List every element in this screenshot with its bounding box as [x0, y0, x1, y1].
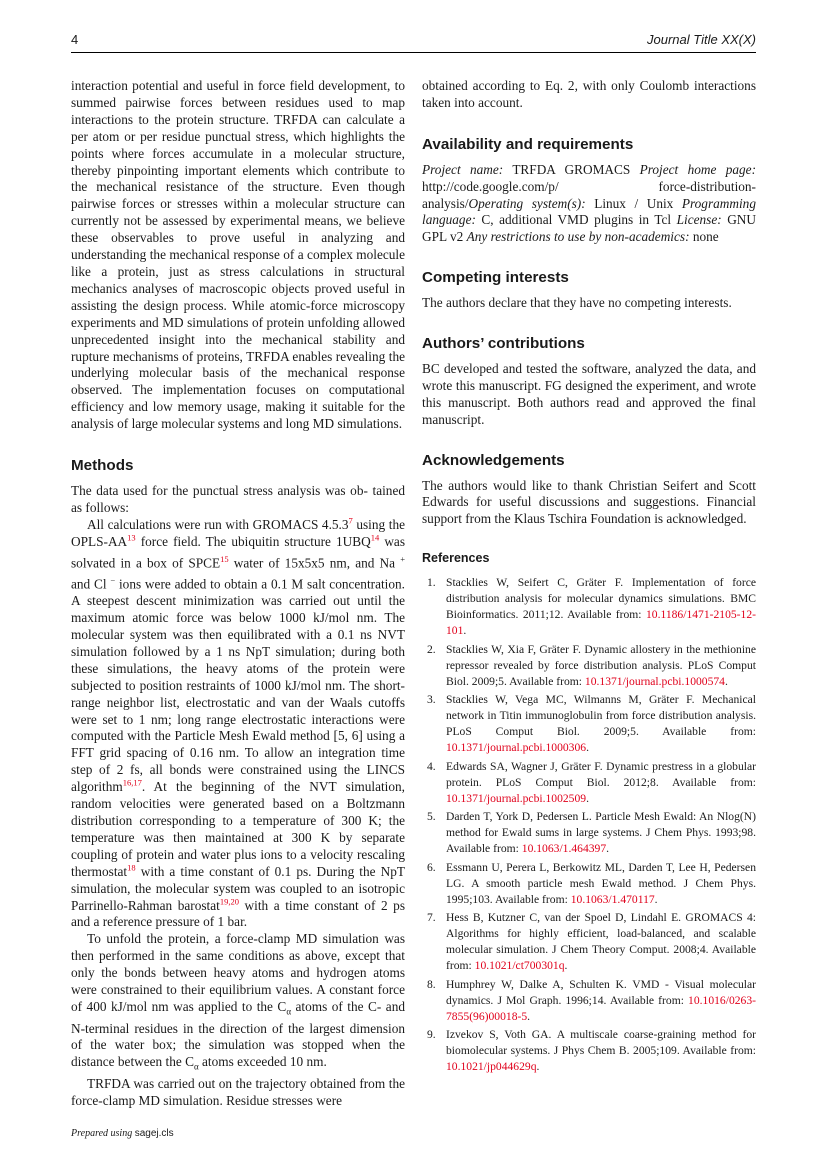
reference-number: 9. [427, 1028, 436, 1042]
citation-link[interactable]: 7 [348, 515, 353, 526]
page-number: 4 [71, 32, 79, 47]
reference-number: 7. [427, 911, 436, 925]
reference-text: Stacklies W, Seifert C, Gräter F. Implementation of force distribution analysis for molecular dynamics simulations. BMC Bioinformatics. 2011;12. Available from: [446, 576, 756, 622]
doi-link[interactable]: 10.1371/journal.pcbi.1000306 [446, 741, 587, 755]
reference-item: 3. Stacklies W, Vega MC, Wilmanns M, Gräter F. Mechanical network in Titin immunoglobulin from force distribution analysis. PLoS Comput Biol. 2009;5. Available from: 10.1371/journal.pcbi.1000306. [427, 693, 756, 755]
reference-text: Edwards SA, Wagner J, Gräter F. Dynamic prestress in a globular protein. PLoS Comput Biol. 2012;8. Available from: [446, 759, 756, 789]
reference-text: Essmann U, Perera L, Berkowitz ML, Darden T, Lee H, Pedersen LG. A smooth particle mesh Ewald method. J Chem Phys. 1995;103. Available from: [446, 860, 756, 906]
reference-text: Darden T, York D, Pedersen L. Particle Mesh Ewald: An Nlog(N) method for Ewald sums in large systems. J Chem Phys. 1993;98. Available from: [446, 810, 756, 856]
reference-number: 3. [427, 693, 436, 707]
reference-text: Stacklies W, Vega MC, Wilmanns M, Gräter F. Mechanical network in Titin immunoglobulin from force distribution analysis. PLoS Comput Biol. 2009;5. Available from: [446, 693, 756, 739]
right-column [422, 78, 756, 1078]
doi-link[interactable]: 10.1186/1471-2105-12-101 [446, 608, 756, 638]
reference-text: Humphrey W, Dalke A, Schulten K. VMD - Visual molecular dynamics. J Mol Graph. 1996;14. Available from: [446, 977, 756, 1007]
acknowledgements-heading: Acknowledgements [422, 451, 565, 469]
citation-link[interactable]: 13 [127, 532, 136, 543]
doi-link[interactable]: 10.1016/0263-7855(96)00018-5 [446, 993, 756, 1023]
citation-link[interactable]: 18 [127, 862, 136, 873]
contributions-heading: Authors’ contributions [422, 335, 585, 353]
reference-item: 7. Hess B, Kutzner C, van der Spoel D, Lindahl E. GROMACS 4: Algorithms for highly efficient, load-balanced, and scalable molecular simulation. J Chem Theory Comput. 2008;4. Available from: 10.1021/ct700301q. [427, 911, 756, 973]
methods-paragraph-4: TRFDA was carried out on the trajectory obtained from the force-clamp MD simulation. Residue stresses were [71, 1075, 405, 1108]
doi-link[interactable]: 10.1021/ct700301q [474, 959, 565, 973]
reference-number: 6. [427, 860, 436, 874]
reference-text: Izvekov S, Voth GA. A multiscale coarse-graining method for biomolecular systems. J Phys Chem B. 2005;109. Available from: [446, 1028, 756, 1058]
methods-paragraph-2: All calculations were run with GROMACS 4.5.3$^7$ using the OPLS-AA$^{13}$ force field. The ubiquitin structure 1UBQ$^{14}$ was solvated in a box of SPCE$^{15}$ water of 15x5x5 nm, and Na + and Cl − ions were added to obtain a 0.1 M salt concentration. A steepest descent minimization was carried out until the maximum atomic force was below 1000 kJ/mol nm. The molecular system was then equilibrated with a 0.1 ns NVT simulation followed by a 1 ns NpT simulation; during both these simulations, the heavy atoms of the protein were subjected to position restraints of 1000 kJ/mol nm. The short-range neighbor list, electrostatic and van der Waals cutoffs were set to 1 nm; long range electrostatic interactions were computed with the Particle Mesh Ewald method [5, 6] using a FFT grid spacing of 0.16 nm. To allow an integration time step of 2 fs, all bonds were constrained using the LINCS algorithm$^{16,17}$. At the beginning of the NVT simulation, random velocities were generated based on a Boltzmann distribution corresponding to a temperature of 300 K; the temperature was then maintained at 300 K by separate coupling of protein and water plus ions to a velocity rescaling thermostat$^{18}$ with a time constant of 0.1 ps. During the NpT simulation, the molecular system was coupled to an isotropic Parrinello-Rahman barostat$^{19,20}$ with a time constant of 2 ps and a reference pressure of 1 bar. [71, 515, 405, 930]
reference-item: 5. Darden T, York D, Pedersen L. Particle Mesh Ewald: An Nlog(N) method for Ewald sums in large systems. J Chem Phys. 1993;98. Available from: 10.1063/1.464397. [427, 810, 756, 856]
doi-link[interactable]: 10.1021/jp044629q [446, 1060, 537, 1074]
reference-number: 5. [427, 810, 436, 824]
citation-link[interactable]: 19,20 [219, 896, 239, 907]
competing-interests-text: The authors declare that they have no competing interests. [422, 295, 732, 311]
references-heading: References [422, 551, 490, 566]
methods-heading: Methods [71, 457, 134, 475]
doi-link[interactable]: 10.1063/1.464397 [521, 842, 607, 856]
reference-item: 1. Stacklies W, Seifert C, Gräter F. Implementation of force distribution analysis for molecular dynamics simulations. BMC Bioinformatics. 2011;12. Available from: 10.1186/1471-2105-12-101. [427, 576, 756, 638]
running-header [71, 30, 756, 53]
citation-link[interactable]: 15 [220, 553, 229, 564]
methods-paragraph-3: To unfold the protein, a force-clamp MD simulation was then performed in the same conditions as above, except that only the bonds between heavy atoms and hydrogen atoms were constrained to their equilibrium values. A constant force of 400 kJ/mol nm was applied to the $C_\alpha$ atoms of the C- and N-terminal residues in the direction of the largest dimension of the water box; the simulation was stopped when the distance between the $C_\alpha$ atoms exceeded 10 nm. [71, 931, 405, 1072]
availability-heading: Availability and requirements [422, 135, 634, 153]
reference-item: 2. Stacklies W, Xia F, Gräter F. Dynamic allostery in the methionine repressor revealed by force distribution analysis. PLoS Comput Biol. 2009;5. Available from: 10.1371/journal.pcbi.1000574. [427, 642, 756, 688]
reference-number: 8. [427, 977, 436, 991]
journal-title: Journal Title XX(X) [647, 32, 756, 47]
reference-number: 2. [427, 642, 436, 656]
reference-item: 4. Edwards SA, Wagner J, Gräter F. Dynamic prestress in a globular protein. PLoS Comput Biol. 2012;8. Available from: 10.1371/journal.pcbi.1002509. [427, 759, 756, 805]
reference-item: 9. Izvekov S, Voth GA. A multiscale coarse-graining method for biomolecular systems. J Phys Chem B. 2005;109. Available from: 10.1021/jp044629q. [427, 1028, 756, 1074]
footer-note: Prepared using sagej.cls [71, 1128, 174, 1139]
reference-item: 8. Humphrey W, Dalke A, Schulten K. VMD - Visual molecular dynamics. J Mol Graph. 1996;14. Available from: 10.1016/0263-7855(96)00018-5. [427, 977, 756, 1023]
acknowledgements-text: The authors would like to thank Christian Seifert and Scott Edwards for useful discussions and suggestions. Financial support from the Klaus Tschira Foundation is acknowledged. [422, 477, 756, 527]
availability-text: Project name: TRFDA GROMACS Project home page: http://code.google.com/p/ force-distribution-analysis/Operating system(s): Linux / Unix Programming language: C, additional VMD plugins in Tcl License: GNU GPL v2 Any restrictions to use by non-academics: none [422, 161, 756, 245]
continued-paragraph: obtained according to Eq. 2, with only Coulomb interactions taken into account. [422, 78, 756, 110]
doi-link[interactable]: 10.1063/1.470117 [570, 892, 655, 906]
reference-text: Stacklies W, Xia F, Gräter F. Dynamic allostery in the methionine repressor revealed by force distribution analysis. PLoS Comput Biol. 2009;5. Available from: [446, 642, 756, 688]
reference-number: 4. [427, 759, 436, 773]
doi-link[interactable]: 10.1371/journal.pcbi.1000574 [584, 674, 725, 688]
reference-item: 6. Essmann U, Perera L, Berkowitz ML, Darden T, Lee H, Pedersen LG. A smooth particle mesh Ewald method. J Chem Phys. 1995;103. Available from: 10.1063/1.470117. [427, 860, 756, 906]
citation-link[interactable]: 14 [370, 532, 380, 543]
citation-link[interactable]: 16,17 [122, 777, 142, 788]
methods-paragraph-1: The data used for the punctual stress analysis was ob- tained as follows: [71, 482, 405, 515]
left-column [71, 78, 405, 1110]
doi-link[interactable]: 10.1371/journal.pcbi.1002509 [446, 791, 587, 805]
competing-interests-heading: Competing interests [422, 269, 569, 287]
reference-list [422, 575, 756, 1075]
contributions-text: BC developed and tested the software, analyzed the data, and wrote this manuscript. FG designed the experiment, and wrote this manuscript. Both authors read and approved the final manuscript. [422, 360, 756, 427]
reference-text: Hess B, Kutzner C, van der Spoel D, Lindahl E. GROMACS 4: Algorithms for highly efficient, load-balanced, and scalable molecular simulation. J Chem Theory Comput. 2008;4. Available from: [446, 911, 756, 973]
intro-paragraph: interaction potential and useful in force field development, to summed pairwise forces between residues used to map interactions to the protein structure. TRFDA can calculate a per atom or per residue punctual stress, which highlights the points where forces accumulate in a molecular structure, thereby pinpointing important elements which contribute to the mechanical resistance of the structure. Even though pairwise forces or stresses within a molecular structure can currently not be assessed by experimental means, we believe these observables to prove useful in analyzing and understanding the mechanical response of a complex molecule like a protein, just as stress calculations in structural mechanics analyses of macroscopic objects proved useful in assisting the design process. While atomic-force microscopy experiments and MD simulations of protein unfolding allowed unprecedented insight into the mechanical stability and rupture mechanisms of proteins, TRFDA enables revealing the underlying molecular basis of the mechanical response observed. The implementation focuses on computational efficiency and low memory usage, making it suitable for the analysis of large molecular systems and long MD simulations. [71, 78, 405, 432]
reference-number: 1. [427, 576, 436, 590]
